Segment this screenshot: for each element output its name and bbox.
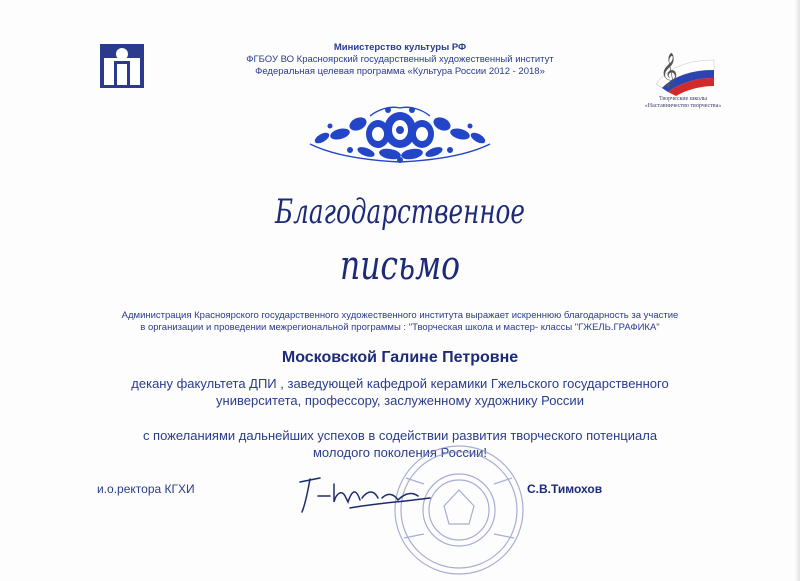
recipient-position xyxy=(100,375,700,409)
svg-text:𝄞: 𝄞 xyxy=(660,53,678,88)
title-line-2: письмо xyxy=(340,243,460,289)
institute-line: ФГБОУ ВО Красноярский государственный художественный институт xyxy=(246,54,554,65)
creative-schools-caption xyxy=(628,96,738,110)
institute-logo xyxy=(100,44,144,88)
creative-schools-logo xyxy=(648,46,718,96)
position-line-2: университета, профессору, заслуженному художнику России xyxy=(216,393,584,408)
signatory-name: С.В.Тимохов xyxy=(527,482,603,496)
wishes-line-1: с пожеланиями дальнейших успехов в содействии развития творческого потенциала xyxy=(142,428,658,443)
position-line-1: декану факультета ДПИ , заведующей кафедрой керамики Гжельского государственного xyxy=(131,376,669,391)
page-edge-shadow xyxy=(794,0,800,581)
wishes-line-2: молодого поколения России! xyxy=(312,445,488,460)
header-block xyxy=(200,42,600,78)
title-line-1: Благодарственное xyxy=(274,192,525,232)
intro-line-2: в организации и проведении межрегиональной программы : "Творческая школа и мастер- классы "ГЖЕЛЬ.ГРАФИКА" xyxy=(140,322,660,333)
recipient-name: Московской Галине Петровне xyxy=(281,349,519,366)
gzhel-ornament xyxy=(300,104,500,168)
intro-line-1: Администрация Красноярского государственного художественного института выражает искреннюю благодарность за участие xyxy=(121,310,679,321)
ministry-line: Министерство культуры РФ xyxy=(333,42,467,53)
signatory-position: и.о.ректора КГХИ xyxy=(97,482,195,496)
caption-line-2: «Наставничество творчества» xyxy=(644,103,722,109)
handwritten-signature xyxy=(290,468,440,518)
intro-paragraph xyxy=(90,310,710,334)
program-line: Федеральная целевая программа «Культура России 2012 - 2018» xyxy=(255,66,545,77)
caption-line-1: Творческие школы xyxy=(659,96,707,102)
certificate-title xyxy=(250,175,550,293)
